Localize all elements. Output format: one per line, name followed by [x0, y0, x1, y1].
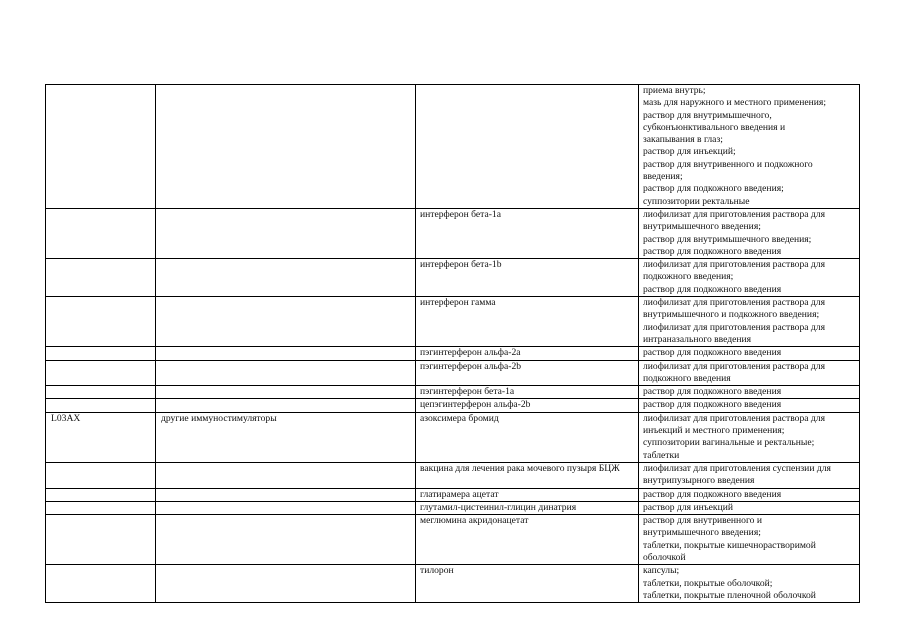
atc-group-cell [156, 462, 416, 488]
drug-table [45, 84, 860, 603]
dosage-form-line: таблетки, покрытые оболочкой; [643, 577, 773, 589]
dosage-forms-cell [639, 501, 860, 514]
dosage-form-line: лиофилизат для приготовления раствора для [643, 360, 825, 372]
atc-group-cell [156, 259, 416, 297]
dosage-form-line: подкожного введения; [643, 271, 734, 283]
atc-code-cell [46, 297, 156, 347]
table-row [46, 259, 860, 297]
dosage-form-line: лиофилизат для приготовления раствора для [643, 259, 825, 271]
dosage-forms-cell [639, 85, 860, 209]
dosage-form-line: раствор для подкожного введения [643, 386, 782, 398]
atc-code-cell [46, 462, 156, 488]
drug-name-cell: пэгинтерферон альфа-2a [416, 347, 639, 360]
dosage-form-line: суппозитории вагинальные и ректальные; [643, 437, 815, 449]
atc-group-cell [156, 347, 416, 360]
atc-group-cell [156, 488, 416, 501]
table-row [46, 347, 860, 360]
atc-group-cell [156, 501, 416, 514]
dosage-form-line: раствор для подкожного введения; [643, 183, 784, 195]
dosage-form-line: приема внутрь; [643, 85, 706, 96]
dosage-form-line: оболочкой [643, 551, 686, 563]
dosage-form-line: подкожного введения [643, 372, 731, 384]
table-row [46, 501, 860, 514]
dosage-form-line: раствор для подкожного введения [643, 347, 782, 359]
table-row [46, 488, 860, 501]
drug-name-cell: азоксимера бромид [416, 412, 639, 462]
dosage-form-line: раствор для подкожного введения [643, 245, 782, 257]
dosage-forms-cell [639, 515, 860, 565]
dosage-form-line: лиофилизат для приготовления раствора для [643, 321, 825, 333]
dosage-form-line: суппозитории ректальные [643, 195, 750, 207]
atc-code-cell [46, 501, 156, 514]
drug-name-cell: пэгинтерферон альфа-2b [416, 360, 639, 386]
table-row [46, 515, 860, 565]
atc-code-cell [46, 259, 156, 297]
atc-group-cell [156, 399, 416, 412]
atc-code-cell [46, 208, 156, 258]
table-row [46, 386, 860, 399]
atc-code-cell [46, 347, 156, 360]
atc-code-cell [46, 399, 156, 412]
dosage-form-line: инъекций и местного применения; [643, 425, 785, 437]
dosage-forms-cell [639, 399, 860, 412]
table-row [46, 208, 860, 258]
dosage-form-line: внутрипузырного введения [643, 475, 755, 487]
drug-name-cell: глутамил-цистеинил-глицин динатрия [416, 501, 639, 514]
dosage-form-line: лиофилизат для приготовления суспензии для [643, 462, 831, 474]
drug-name-cell [416, 85, 639, 209]
dosage-form-line: закапывания в глаз; [643, 134, 723, 146]
dosage-form-line: таблетки [643, 449, 680, 461]
atc-code-cell: L03AX [46, 412, 156, 462]
table-row [46, 412, 860, 462]
atc-code-cell [46, 515, 156, 565]
drug-name-cell: интерферон бета-1b [416, 259, 639, 297]
atc-code-cell [46, 85, 156, 209]
dosage-form-line: раствор для внутримышечного введения; [643, 233, 812, 245]
atc-group-cell: другие иммуностимуляторы [156, 412, 416, 462]
dosage-forms-cell [639, 259, 860, 297]
dosage-form-line: внутримышечного введения; [643, 221, 761, 233]
dosage-form-line: раствор для подкожного введения [643, 283, 782, 295]
dosage-form-line: раствор для подкожного введения [643, 399, 782, 411]
dosage-forms-cell [639, 565, 860, 603]
dosage-form-line: раствор для подкожного введения [643, 488, 782, 500]
dosage-form-line: таблетки, покрытые кишечнорастворимой [643, 539, 816, 551]
dosage-forms-cell [639, 297, 860, 347]
drug-table-body [46, 85, 860, 603]
dosage-form-line: раствор для внутримышечного, [643, 109, 772, 121]
drug-name-cell: вакцина для лечения рака мочевого пузыря БЦЖ [416, 462, 639, 488]
atc-code-cell [46, 386, 156, 399]
dosage-form-line: лиофилизат для приготовления раствора для [643, 297, 825, 309]
dosage-form-line: раствор для внутривенного и [643, 515, 762, 527]
atc-group-cell [156, 208, 416, 258]
drug-table-page [45, 84, 860, 603]
dosage-form-line: лиофилизат для приготовления раствора для [643, 208, 825, 220]
dosage-forms-cell [639, 386, 860, 399]
atc-group-cell [156, 386, 416, 399]
atc-group-cell [156, 297, 416, 347]
drug-name-cell: цепэгинтерферон альфа-2b [416, 399, 639, 412]
dosage-form-line: раствор для внутривенного и подкожного [643, 158, 813, 170]
drug-name-cell: меглюмина акридонацетат [416, 515, 639, 565]
atc-code-cell [46, 565, 156, 603]
dosage-forms-cell [639, 462, 860, 488]
dosage-form-line: внутримышечного и подкожного введения; [643, 309, 820, 321]
dosage-form-line: внутримышечного введения; [643, 527, 761, 539]
drug-name-cell: пэгинтерферон бета-1a [416, 386, 639, 399]
table-row [46, 462, 860, 488]
dosage-forms-cell [639, 208, 860, 258]
dosage-form-line: раствор для инъекций; [643, 146, 736, 158]
atc-code-cell [46, 488, 156, 501]
dosage-form-line: таблетки, покрытые пленочной оболочкой [643, 589, 816, 601]
atc-code-cell [46, 360, 156, 386]
drug-name-cell: интерферон бета-1a [416, 208, 639, 258]
table-row [46, 297, 860, 347]
dosage-form-line: раствор для инъекций [643, 501, 733, 513]
dosage-form-line: мазь для наружного и местного применения; [643, 97, 826, 109]
table-row [46, 565, 860, 603]
drug-name-cell: тилорон [416, 565, 639, 603]
dosage-forms-cell [639, 412, 860, 462]
dosage-forms-cell [639, 488, 860, 501]
atc-group-cell [156, 515, 416, 565]
table-row [46, 85, 860, 209]
atc-group-cell [156, 565, 416, 603]
dosage-forms-cell [639, 347, 860, 360]
drug-name-cell: глатирамера ацетат [416, 488, 639, 501]
table-row [46, 360, 860, 386]
atc-group-cell [156, 85, 416, 209]
dosage-form-line: лиофилизат для приготовления раствора для [643, 412, 825, 424]
table-row [46, 399, 860, 412]
dosage-form-line: капсулы; [643, 565, 680, 577]
dosage-form-line: введения; [643, 171, 683, 183]
atc-group-cell [156, 360, 416, 386]
dosage-forms-cell [639, 360, 860, 386]
drug-name-cell: интерферон гамма [416, 297, 639, 347]
dosage-form-line: интраназального введения [643, 333, 752, 345]
dosage-form-line: субконъюнктивального введения и [643, 121, 786, 133]
